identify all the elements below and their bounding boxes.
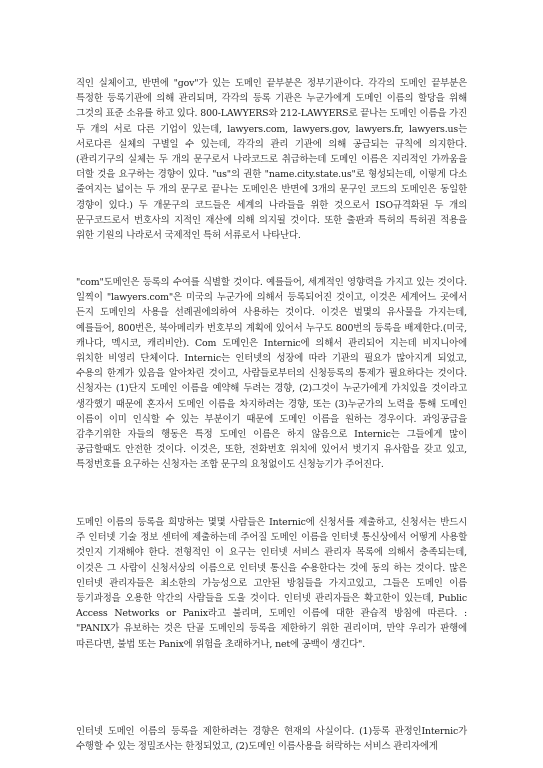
body-paragraph [76, 724, 467, 764]
paragraph-text: 도메인 이름의 등록을 희망하는 몇몇 사람들은 Internic에 신청서를 제출하고, 신청서는 반드시 주 인터넷 기술 정보 센터에 제출하는데 주어질 도메인 이름을 인터넷 통신상에서 어떻게 사용할 것인지 기재해야 한다. 전형적인 이 요구는 인터넷 서비스 관리자 목록에 의해서 충족되는데, 이것은 그 사람이 신청서상의 이름으로 인터넷 통신을 수용한다는 것에 동의 하는 것이다. 많은 인터넷 관리자들은 최소한의 가능성으로 고안된 방침들을 가지고있고, 그들은 도메인 이름 등기과정을 오용한 악간의 사람들을 도울 것이다. 인터넷 관리자들은 확고한이 있는데, Public Access Networks or Panix라고 불리며, 도메인 이름에 대한 관습적 방침에 따른다. : "PANIX가 유보하는 것은 단골 도메인의 등록을 제한하기 위한 권리이며, 만약 우리가 판행에 따른다면, 불법 또는 Panix에 위험을 초래하거나, net에 공백이 생긴다". [76, 517, 467, 650]
paragraph-text: 직인 실체이고, 반면에 "gov"가 있는 도메인 끝부분은 정부기관이다. 각각의 도메인 끝부분은 특정한 등록기관에 의해 관리되며, 각각의 등록 기관은 누군가에게 도메인 이름의 할당을 위해 그것의 표준 소유를 하고 있다. 800-LAWYERS와 212-LAWYERS로 끝나는 도메인 이름을 가진 두 개의 서로 다른 기업이 있는데, lawyers.com, lawyers.gov, lawyers.fr, lawyers.us는 서로다른 실체의 구별일 수 있는데, 각각의 관리 기관에 의해 공급되는 규칙에 의지한다. (관리기구의 실체는 두 개의 문구로서 나라코드로 취급하는데 도메인 이름은 지리적인 가까움을 더할 것을 요구하는 경향이 있다. "us"의 권한 "name.city.state.us"로 형성되는데, 이렇게 다소 줄여지는 넓이는 두 개의 문구로 끝나는 도메인은 반면에 3개의 문구인 코드의 도메인은 동일한 경향이 있다.) 두 개문구의 코드들은 세계의 나라들을 위한 것으로서 ISO규격화된 두 개의 문구코드로서 번호사의 지적인 재산에 의해 의지될 것이다. 또한 출판과 특허의 특허권 적용을 위한 기원의 나라로서 국제적인 특허 서류로서 나타난다. [76, 78, 467, 242]
body-paragraph [76, 76, 467, 256]
paragraph-text: 인터넷 도메인 이름의 등록을 제한하려는 경향은 현재의 사실이다. (1)등록 관정인Internic가 수행할 수 있는 정밀조사는 한정되었고, (2)도메인 이름사용을 허락하는 서비스 관리자에게 [76, 726, 467, 753]
paragraph-text: "com"도메인은 등록의 수여를 식별할 것이다. 예를들어, 세계적인 영향력을 가지고 있는 것이다. 일찍이 "lawyers.com"은 미국의 누군가에 의해서 등록되어진 것이고, 이것은 세계어느 곳에서 든지 도메인의 사용을 선례권에의하여 사용하는 것이다. 이것은 벌몇의 유사물을 가지는데, 예를들어, 800번은, 북아메리카 번호부의 계획에 있어서 누구도 800번의 등록을 배제한다.(미국, 캐나다, 멕시코, 캐리비안). Com 도메인은 Internic에 의해서 관리되어 지는데 비지니아에 위치한 비영리 단체이다. Internic는 인터넷의 성장에 따라 기관의 필요가 많아지게 되었고, 수용의 한계가 있음을 알아차린 것이고, 사람들로부터의 신청등록의 통제가 필요하다는 것이다. 신청자는 (1)단지 도메인 이름을 예약해 두려는 경향, (2)그것이 누군가에게 가치있을 것이라고 생각했기 때문에 혼자서 도메인 이름을 차지하려는 경향, 또는 (3)누군가의 노력을 통해 도메인 이름이 이미 인식할 수 있는 부분이기 때문에 도메인 이름을 원하는 경우이다. 과잉공급을 감추기위한 자들의 행동은 특정 도메인 이름은 하지 않음으로 Internic는 그들에게 많이 공급할때도 안전한 것이다. 이것은, 또한, 전화번호 위치에 있어서 벗기지 유사함을 갖고 있고, 특정번호를 요구하는 신청자는 조합 문구의 요청없이도 신청능기가 주어진다. [76, 277, 467, 471]
body-paragraph [76, 515, 467, 708]
body-paragraph [76, 275, 467, 494]
